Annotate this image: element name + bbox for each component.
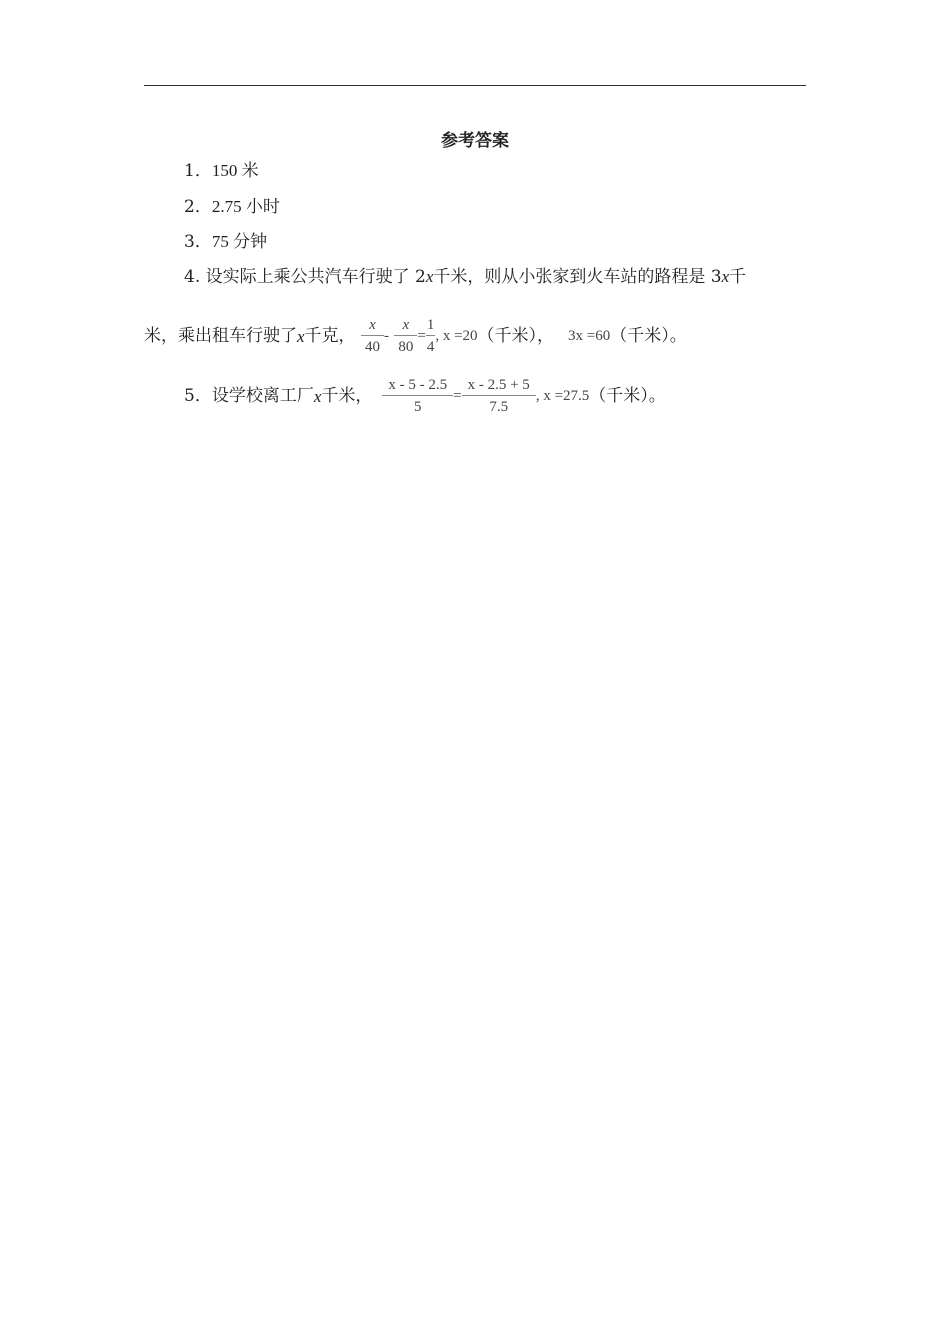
fraction-numerator: x - 5 - 2.5 [388,377,448,393]
minus-sign: - [383,328,389,344]
answer-4-line-2 [144,318,687,355]
answer-2-text: 2.75 小时 [211,197,280,216]
answer-1-number: 1． [184,161,212,181]
variable-x: x [297,327,305,346]
equals-sign: = [417,328,426,344]
fraction-numerator: x [369,317,376,333]
answer-4-line-1 [184,268,746,286]
page-title: 参考答案 [441,131,509,151]
fraction-left [382,378,453,415]
solution-3x-equals-60: 3x =60 [568,328,611,344]
variable-x: x [425,267,434,286]
answer-3-text: 75 分钟 [211,232,268,251]
fraction-right [462,378,536,415]
fraction-denominator: 4 [426,339,435,355]
equals-sign: = [453,388,462,404]
answer-3-number: 3． [184,232,212,252]
fraction-denominator: 5 [414,399,422,415]
fraction-x-over-80 [394,318,417,355]
answer-1-text: 150 米 [211,161,259,180]
answer-5-text-b: 千米， [321,386,373,406]
fraction-x-over-40 [361,318,384,355]
answer-5-text-a: 5．设学校离工厂 [184,386,314,406]
variable-x: x [313,387,322,406]
fraction-numerator: 1 [426,317,435,333]
fraction-denominator: 80 [398,339,414,355]
unit-km: （千米）， [477,326,555,346]
fraction-numerator: x - 2.5 + 5 [467,377,530,393]
fraction-1-over-4 [426,318,436,355]
answer-5 [184,378,666,415]
answer-3 [184,233,267,251]
solution-x-equals-20: , x =20 [435,328,478,344]
answer-2 [184,198,280,216]
fraction-denominator: 7.5 [489,399,509,415]
variable-x: x [721,267,730,286]
solution-x-equals-27-5: , x =27.5 [535,388,590,404]
answer-4-text-b: 千米，则从小张家到火车站的路程是 3 [433,267,722,287]
fraction-numerator: x [402,317,410,333]
answer-4-text-e: 千克， [304,326,356,346]
answer-2-number: 2． [184,197,212,217]
unit-km: （千米）。 [610,326,687,346]
answer-4-text-d: 米，乘出租车行驶了 [144,326,297,346]
unit-km: （千米）。 [589,386,666,406]
answer-1 [184,162,259,180]
fraction-denominator: 40 [364,339,380,355]
header-rule [144,85,806,86]
answer-4-text-c: 千 [729,267,747,287]
answer-4-text-a: 4. 设实际上乘公共汽车行驶了 2 [184,267,426,287]
